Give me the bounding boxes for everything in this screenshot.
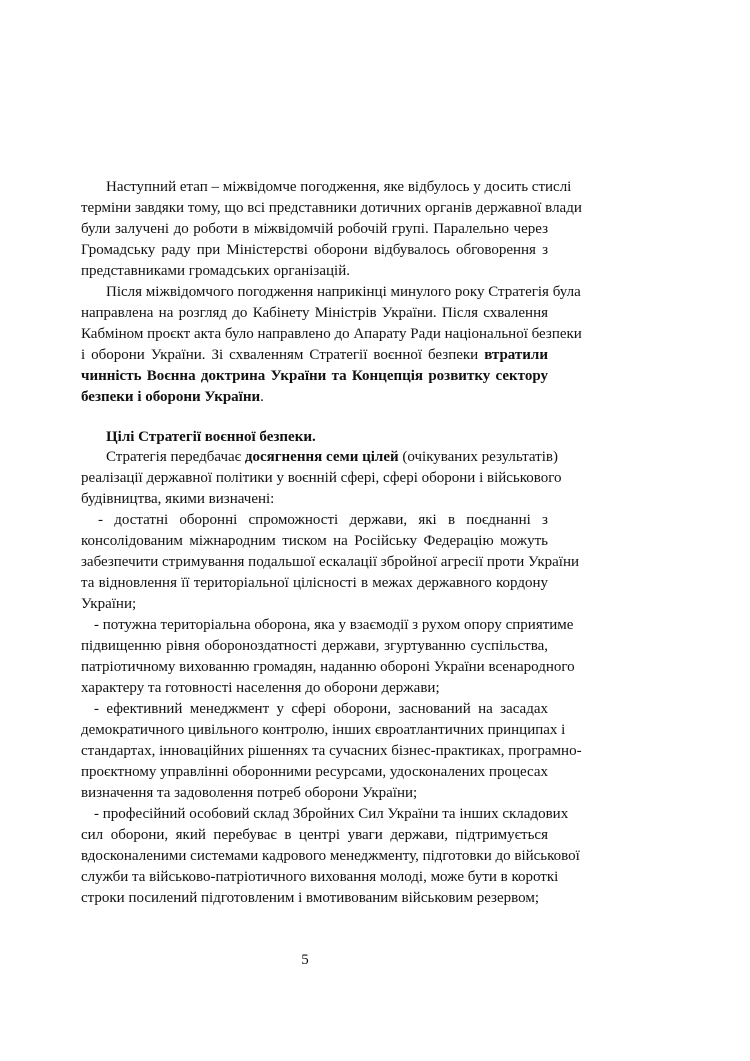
text-line: - ефективний менеджмент у сфері оборони, заснований на засадах [94,701,548,717]
text-line [106,447,558,467]
text-span: і оборони України. Зі схваленням Стратегії воєнної безпеки [81,347,485,363]
text-line: строки посилений підготовленим і вмотивованим військовим резервом; [81,890,539,906]
text-line: забезпечити стримування подальшої ескалації збройної агресії проти України [81,554,580,570]
text-line: Кабміном проєкт акта було направлено до Апарату Ради національної безпеки [81,326,582,342]
text-line: підвищенню рівня обороноздатності держави, згуртуванню суспільства, [81,638,548,654]
text-line: патріотичному вихованню громадян, наданню обороні України всенародного [81,659,575,675]
text-span: . [260,389,264,405]
bold-text: втратили [484,347,548,363]
text-line: сил оборони, який перебуває в центрі уваги держави, підтримується [81,827,548,843]
text-line: - професійний особовий склад Збройних Сил України та інших складових [94,806,569,822]
text-line: - достатні оборонні спроможності держави, які в поєднанні з [98,512,548,528]
text-line [81,345,548,365]
text-line [81,387,264,407]
bold-text: безпеки і оборони України [81,389,261,405]
text-line: Громадську раду при Міністерстві оборони відбувалось обговорення з [81,242,548,258]
text-line: вдосконаленими системами кадрового менеджменту, підготовки до військової [81,848,580,864]
text-line: демократичного цивільного контролю, інших євроатлантичних принципах і [81,722,566,738]
text-line: служби та військово-патріотичного виховання молоді, може бути в короткі [81,869,559,885]
bold-text-line: чинність Воєнна доктрина України та Концепція розвитку сектору [81,368,548,384]
text-line: - потужна територіальна оборона, яка у взаємодії з рухом опору сприятиме [94,617,574,633]
text-line: були залучені до роботи в міжвідомчій робочій групі. Паралельно через [81,221,548,237]
text-line: Наступний етап – міжвідомче погодження, яке відбулось у досить стислі [106,179,572,195]
text-line: терміни завдяки тому, що всі представники дотичних органів державної влади [81,200,582,216]
text-line: реалізації державної політики у воєнній сфері, сфері оборони і військового [81,470,562,486]
bold-text: досягнення семи цілей [244,449,399,465]
text-line: направлена на розгляд до Кабінету Міністрів України. Після схвалення [81,305,548,321]
text-line: проєктному управлінні оборонними ресурсами, удосконалених процесах [81,764,548,780]
text-line: консолідованим міжнародним тиском на Російську Федерацію можуть [81,533,548,549]
text-line: характеру та готовності населення до оборони держави; [81,680,440,696]
text-line: України; [81,596,137,612]
text-line: визначення та задоволення потреб оборони України; [81,785,418,801]
text-span: (очікуваних результатів) [398,449,558,465]
text-span: Стратегія передбачає [106,449,245,465]
text-line: Після міжвідомчого погодження наприкінці минулого року Стратегія була [106,284,581,300]
text-line: представниками громадських організацій. [81,263,350,279]
text-line: стандартах, інноваційних рішеннях та сучасних бізнес-практиках, програмно- [81,743,582,759]
section-heading: Цілі Стратегії воєнної безпеки. [106,429,316,445]
text-line: та відновлення її територіальної цілісності в межах державного кордону [81,575,548,591]
page-number: 5 [301,952,309,968]
text-line: будівництва, якими визначені: [81,491,275,507]
